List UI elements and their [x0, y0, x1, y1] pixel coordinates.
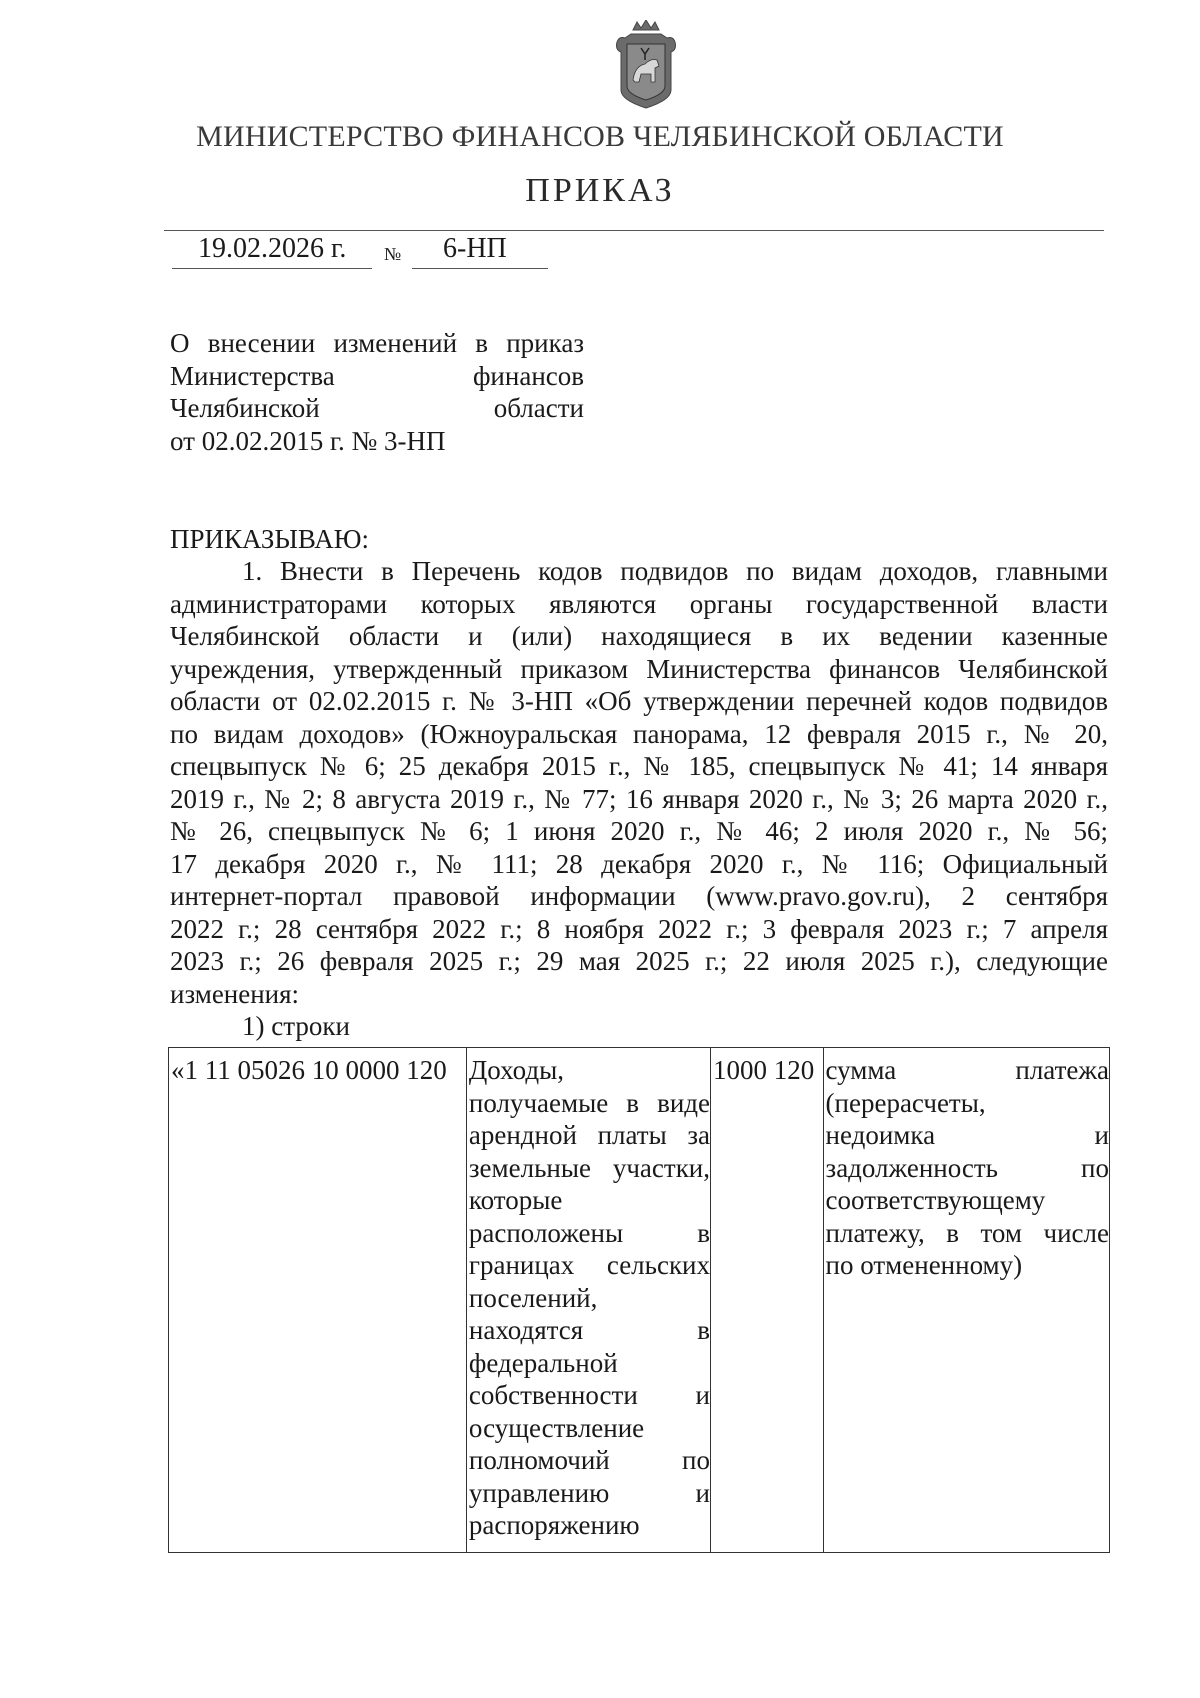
body-line: Челябинской области и (или) находящиеся в их ведении казенные [170, 621, 1108, 651]
subcode-name-line: (перерасчеты, [825, 1087, 986, 1118]
body-line: области от 02.02.2015 г. № 3-НП «Об утверждении перечней кодов подвидов [170, 686, 1108, 716]
description-line: арендной платы за [468, 1120, 711, 1150]
description-line: распоряжению [468, 1510, 640, 1540]
order-number: 6-НП [443, 233, 507, 264]
description-line: полномочий по [468, 1445, 711, 1475]
body-line: 17 декабря 2020 г., № 111; 28 декабря 2020 г., № 116; Официальный [170, 848, 1108, 879]
description-line: находятся в [468, 1315, 711, 1345]
order-body [170, 555, 1108, 1010]
subcode-name-line: задолженность по [825, 1152, 1109, 1183]
description-line: поселений, [468, 1282, 598, 1313]
description-line: получаемые в виде [468, 1087, 711, 1118]
subcode-cell [711, 1048, 824, 1553]
income-code-cell [169, 1048, 467, 1553]
description-line: границах сельских [468, 1250, 711, 1280]
subcode-name-line: платежу, в том числе [825, 1217, 1109, 1248]
description-line: земельные участки, [468, 1152, 711, 1183]
body-line: 2022 г.; 28 сентября 2022 г.; 8 ноября 2022 г.; 3 февраля 2023 г.; 7 апреля [170, 913, 1108, 944]
number-sign: № [384, 244, 402, 264]
number-underline [412, 268, 548, 269]
subject-line: от 02.02.2015 г. № 3-НП [170, 425, 446, 456]
ministry-name: МИНИСТЕРСТВО ФИНАНСОВ ЧЕЛЯБИНСКОЙ ОБЛАСТИ [196, 120, 1004, 153]
income-description-cell [466, 1048, 710, 1553]
subcode-name-cell [823, 1048, 1109, 1553]
subcode-name-line: сумма платежа [825, 1055, 1109, 1085]
body-line: администраторами которых являются органы государственной власти [170, 588, 1108, 619]
body-line: № 26, спецвыпуск № 6; 1 июня 2020 г., № 46; 2 июля 2020 г., № 56; [170, 816, 1108, 846]
body-line: изменения: [170, 978, 300, 1009]
description-line: управлению и [468, 1477, 711, 1508]
body-line: учреждения, утвержденный приказом Министерства финансов Челябинской [170, 653, 1108, 684]
header-divider [164, 230, 1104, 231]
description-line: расположены в [468, 1217, 711, 1248]
description-line: осуществление [468, 1412, 645, 1443]
subcode-name-line: соответствующему [825, 1185, 1046, 1215]
body-line: интернет-портал правовой информации (www.pravo.gov.ru), 2 сентября [170, 881, 1108, 911]
subject-line: О внесении изменений в приказ [170, 328, 584, 358]
subcode: 1000 120 [713, 1055, 815, 1085]
body-line: спецвыпуск № 6; 25 декабря 2015 г., № 185, спецвыпуск № 41; 14 января [170, 751, 1108, 781]
description-line: которые [468, 1185, 563, 1215]
body-line: по видам доходов» (Южноуральская панорама, 12 февраля 2015 г., № 20, [170, 718, 1108, 749]
income-code: «1 11 05026 10 0000 120 [171, 1055, 447, 1085]
description-line: собственности и [468, 1380, 711, 1410]
date-underline [172, 268, 372, 269]
item-label: 1) строки [242, 1011, 350, 1041]
document-title: ПРИКАЗ [525, 172, 675, 209]
table-row [169, 1048, 1110, 1553]
body-line: 1. Внести в Перечень кодов подвидов по видам доходов, главными [242, 556, 1108, 586]
income-codes-table [168, 1047, 1110, 1553]
body-line: 2023 г.; 26 февраля 2025 г.; 29 мая 2025 г.; 22 июля 2025 г.), следующие [170, 946, 1108, 976]
order-date: 19.02.2026 г. [198, 233, 347, 264]
subject-line: Челябинской области [170, 393, 584, 423]
description-line: федеральной [468, 1347, 618, 1378]
order-subject [170, 327, 584, 457]
subject-line: Министерства финансов [170, 360, 584, 391]
description-line: Доходы, [468, 1055, 564, 1085]
subcode-name-line: по отмененному) [825, 1250, 1023, 1280]
order-directive: ПРИКАЗЫВАЮ: [170, 524, 369, 554]
body-line: 2019 г., № 2; 8 августа 2019 г., № 77; 16 января 2020 г., № 3; 26 марта 2020 г., [170, 783, 1108, 814]
coat-of-arms-icon [611, 20, 681, 110]
subcode-name-line: недоимка и [825, 1120, 1109, 1150]
